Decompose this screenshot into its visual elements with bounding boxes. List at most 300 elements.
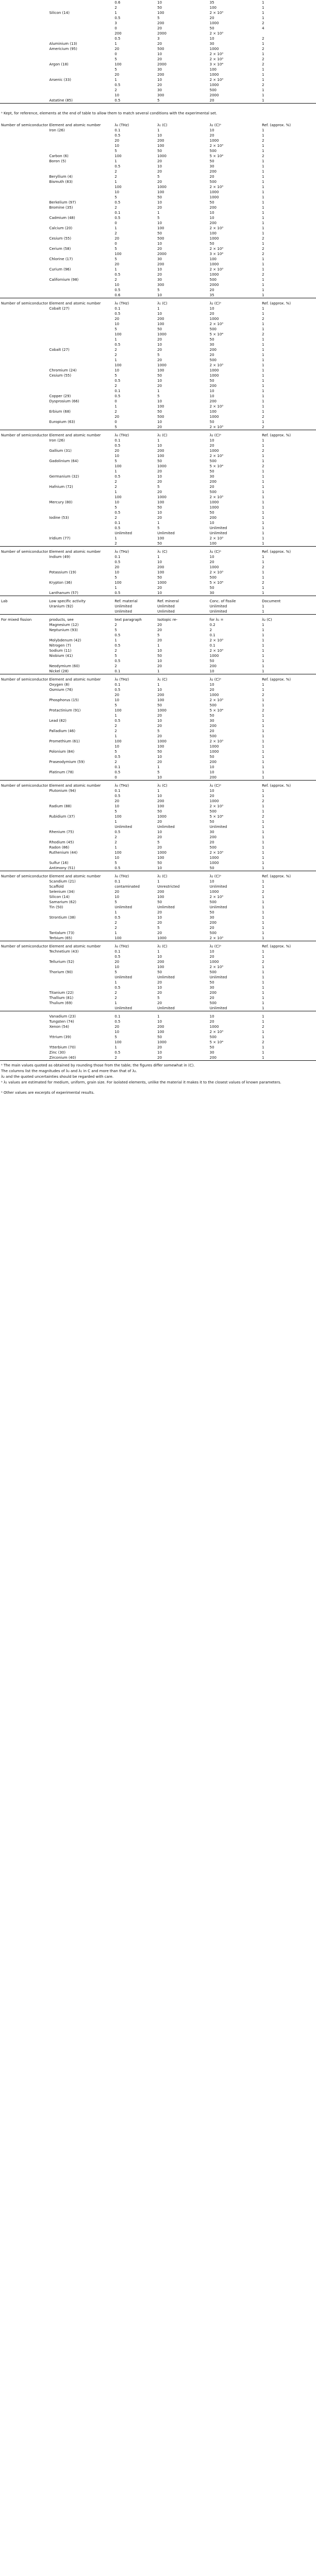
table-cell: 0.1 <box>114 521 121 525</box>
table-cell: 20 <box>157 628 162 632</box>
table-cell: 50 <box>209 159 214 163</box>
table-cell <box>0 221 48 226</box>
table-cell <box>0 378 48 383</box>
table-row <box>0 347 316 352</box>
table-cell <box>48 221 113 226</box>
table-cell <box>48 713 113 718</box>
table-cell <box>0 775 48 780</box>
table-cell: Unlimited <box>114 1006 132 1010</box>
table-cell: 1000 <box>209 415 219 419</box>
table-cell: Number of semiconductor <box>1 874 48 878</box>
table-cell: 100 <box>157 965 164 969</box>
table-cell <box>0 98 48 103</box>
table-cell: 50 <box>157 505 162 510</box>
table-cell <box>0 272 48 277</box>
table-cell: 50 <box>157 410 162 414</box>
table-cell: 10 <box>114 1030 120 1034</box>
table-row <box>0 554 316 560</box>
table-cell: 100 <box>157 1030 164 1034</box>
table-row <box>0 638 316 643</box>
table-cell: 1000 <box>157 332 167 336</box>
table-cell: 1 <box>262 288 264 292</box>
table-cell: Number of semiconductor <box>1 944 48 948</box>
table-cell: 5 <box>157 175 160 179</box>
table-cell: 20 <box>157 425 162 429</box>
table-cell: 20 <box>209 353 214 357</box>
table-cell: 20 <box>114 415 120 419</box>
table-cell: 0.5 <box>114 394 121 398</box>
table-cell: 100 <box>157 322 164 326</box>
table-row <box>0 133 316 138</box>
data-table <box>0 944 316 1011</box>
table-cell <box>0 936 48 941</box>
table-cell: 50 <box>157 6 162 10</box>
table-cell <box>0 311 48 316</box>
table-cell: 20 <box>114 890 120 894</box>
table-cell: 50 <box>157 374 162 378</box>
table-cell: Titanium (22) <box>49 991 74 995</box>
table-cell: 500 <box>209 358 217 362</box>
table-cell <box>0 484 48 489</box>
table-cell: 1 <box>114 267 117 272</box>
table-cell: 1 <box>114 337 117 342</box>
table-row <box>0 215 316 221</box>
table-cell <box>48 327 113 332</box>
table-cell <box>0 72 48 77</box>
table-cell: 100 <box>157 698 164 702</box>
table-row <box>0 352 316 358</box>
table-cell: 20 <box>157 921 162 925</box>
table-cell: 50 <box>157 541 162 546</box>
table-cell: 1000 <box>209 374 219 378</box>
table-row <box>0 759 316 765</box>
table-cell <box>0 829 48 835</box>
table-cell <box>48 67 113 72</box>
table-cell: 5 <box>157 633 160 637</box>
table-row <box>0 819 316 824</box>
table-cell: 1 <box>262 343 264 347</box>
table-cell <box>0 306 48 311</box>
table-cell <box>0 267 48 272</box>
table-cell <box>48 251 113 257</box>
table-cell: 5 <box>114 57 117 61</box>
table-cell: Ref. (approx. %) <box>262 433 291 437</box>
table-cell: 200 <box>157 317 164 321</box>
table-cell: Scandium (21) <box>49 879 76 884</box>
table-cell <box>0 648 48 653</box>
table-cell: 200 <box>209 760 217 764</box>
table-cell: 1 <box>262 73 264 77</box>
table-cell: 20 <box>157 760 162 764</box>
table-cell: Unlimited <box>157 609 175 614</box>
table-cell: 100 <box>157 226 164 230</box>
table-cell <box>0 894 48 900</box>
table-cell: 1000 <box>157 185 167 189</box>
table-cell: 10 <box>157 293 162 297</box>
table-row <box>0 123 316 128</box>
table-cell: Carbon (6) <box>49 154 69 158</box>
table-cell: 1 <box>262 231 264 235</box>
table-cell: 1 <box>262 536 264 540</box>
table-cell: 35 <box>209 1 214 5</box>
table-cell <box>0 964 48 970</box>
table-cell: 1 <box>262 724 264 728</box>
table-cell: 50 <box>157 1035 162 1039</box>
table-cell <box>0 88 48 93</box>
table-cell <box>0 257 48 262</box>
table-cell: Americium (95) <box>49 47 77 51</box>
table-cell: 2 <box>262 890 264 894</box>
table-cell: Gallium (31) <box>49 449 72 453</box>
table-cell: 20 <box>114 693 120 697</box>
table-cell: 20 <box>209 133 214 138</box>
table-row <box>0 226 316 231</box>
table-cell <box>0 765 48 770</box>
table-cell: 50 <box>209 659 214 663</box>
table-cell: 1 <box>114 714 117 718</box>
table-cell: λ₁ (C) <box>157 874 168 878</box>
table-cell: 100 <box>209 231 217 235</box>
table-cell: 1000 <box>209 654 219 658</box>
table-cell: 1 <box>114 638 117 642</box>
table-cell <box>0 1055 48 1060</box>
table-cell <box>0 52 48 57</box>
table-cell: 1000 <box>209 861 219 865</box>
table-band <box>0 599 316 615</box>
table-cell: Element and atomic number <box>49 784 101 788</box>
table-cell <box>0 682 48 687</box>
table-cell: 10 <box>114 698 120 702</box>
table-row <box>0 664 316 669</box>
table-cell: Cadmium (48) <box>49 216 75 220</box>
table-row <box>0 221 316 226</box>
table-cell: 100 <box>114 252 122 256</box>
table-cell: 5 <box>114 149 117 153</box>
table-row <box>0 0 316 5</box>
table-cell: 1 <box>262 495 264 499</box>
table-cell: 5 <box>114 900 117 904</box>
table-cell: 2 <box>114 649 117 653</box>
table-cell: 10 <box>157 511 162 515</box>
data-table <box>0 433 316 546</box>
table-cell: 1 <box>262 835 264 839</box>
table-cell <box>0 770 48 775</box>
table-cell: 50 <box>209 820 214 824</box>
table-cell: 1000 <box>209 449 219 453</box>
table-band <box>0 617 316 674</box>
table-cell: 100 <box>114 495 122 499</box>
table-cell: 20 <box>157 480 162 484</box>
table-cell: Magnesium (12) <box>49 623 79 627</box>
data-table <box>0 0 316 103</box>
table-cell <box>0 804 48 809</box>
table-cell: 50 <box>209 420 214 424</box>
table-cell <box>0 889 48 894</box>
table-row <box>0 905 316 910</box>
table-row <box>0 739 316 744</box>
table-cell: 1 <box>157 521 160 525</box>
table-cell <box>48 495 113 500</box>
table-cell: 10 <box>209 128 214 132</box>
table-cell <box>0 590 48 596</box>
table-cell: 100 <box>209 410 217 414</box>
table-cell: 1000 <box>157 708 167 713</box>
table-cell: 2 <box>262 1025 264 1029</box>
table-row <box>0 321 316 327</box>
table-row <box>0 148 316 154</box>
table-row <box>0 443 316 448</box>
table-band <box>0 1014 316 1061</box>
table-cell <box>0 358 48 363</box>
table-cell: 1000 <box>209 273 219 277</box>
table-cell: Palladium (46) <box>49 729 76 733</box>
table-row <box>0 617 316 622</box>
table-row <box>0 15 316 21</box>
table-cell: Molybdenum (42) <box>49 638 81 642</box>
table-cell: 10 <box>209 37 214 41</box>
table-row <box>0 829 316 835</box>
table-cell: 0.5 <box>114 526 121 530</box>
table-cell: 1 <box>262 926 264 930</box>
table-cell: 10 <box>114 895 120 899</box>
table-cell: 2000 <box>209 93 219 97</box>
table-cell <box>48 287 113 293</box>
table-row <box>0 915 316 920</box>
table-cell: 20 <box>114 139 120 143</box>
table-cell: 200 <box>209 384 217 388</box>
table-cell: 0.5 <box>114 273 121 277</box>
table-cell: 1 <box>262 825 264 829</box>
table-cell: 1 <box>262 216 264 220</box>
table-cell: Document <box>262 599 281 603</box>
table-cell: 20 <box>157 638 162 642</box>
table-cell: 2 <box>262 57 264 61</box>
table-row <box>0 975 316 980</box>
table-cell: 1 <box>262 734 264 738</box>
table-cell <box>0 215 48 221</box>
table-cell: 50 <box>157 459 162 463</box>
table-cell <box>0 414 48 419</box>
table-cell: 5 <box>157 526 160 530</box>
table-cell: Californium (98) <box>49 278 79 282</box>
table-cell: 10 <box>114 454 120 458</box>
table-cell <box>48 262 113 267</box>
table-row <box>0 814 316 819</box>
table-cell: 5 <box>114 327 117 331</box>
table-cell <box>0 316 48 321</box>
table-cell: 1 <box>262 374 264 378</box>
table-cell: Cobalt (27) <box>49 348 70 352</box>
table-cell: 20 <box>157 664 162 668</box>
table-cell: 50 <box>209 980 214 985</box>
table-cell: 1 <box>262 322 264 326</box>
table-cell: 20 <box>157 180 162 184</box>
table-cell <box>48 1040 113 1045</box>
table-cell: 20 <box>157 159 162 163</box>
table-cell: 2 × 10³ <box>209 267 224 272</box>
table-cell: 1 <box>262 760 264 764</box>
table-cell: 2 <box>114 88 117 92</box>
table-cell <box>48 210 113 215</box>
table-cell: 1000 <box>209 21 219 25</box>
table-cell <box>0 169 48 174</box>
table-cell <box>48 765 113 770</box>
table-cell: 50 <box>157 900 162 904</box>
table-cell: 20 <box>157 469 162 473</box>
table-cell <box>0 495 48 500</box>
table-cell: 2 × 10³ <box>209 936 224 940</box>
table-cell <box>0 1006 48 1011</box>
table-row <box>0 272 316 277</box>
table-cell <box>48 282 113 287</box>
table-cell <box>0 749 48 754</box>
table-footnote: ᵃ Other values are excerpts of experimental results. <box>1 1091 95 1095</box>
table-cell: Krypton (36) <box>49 581 72 585</box>
table-cell: 5 <box>157 996 160 1000</box>
table-row <box>0 267 316 272</box>
table-cell: Element and atomic number <box>49 433 101 437</box>
table-cell: 20 <box>114 236 120 241</box>
table-cell: 20 <box>209 175 214 179</box>
table-cell <box>0 505 48 510</box>
table-cell: 1000 <box>209 565 219 569</box>
table-cell: Osmium (76) <box>49 688 73 692</box>
table-cell: 100 <box>114 62 122 66</box>
table-row <box>0 459 316 464</box>
table-cell: 10 <box>157 955 162 959</box>
table-cell: 20 <box>157 714 162 718</box>
table-cell: 30 <box>209 42 214 46</box>
table-cell: Germanium (32) <box>49 474 79 479</box>
table-band <box>0 123 316 298</box>
table-cell: 10 <box>157 52 162 56</box>
table-cell: Unlimited <box>209 825 227 829</box>
table-cell: λ₂ (C)ᵃ <box>209 784 221 788</box>
table-cell: 0.5 <box>114 659 121 663</box>
table-cell: 2 × 10³ <box>209 404 224 409</box>
table-cell: 2 × 10³ <box>209 536 224 540</box>
table-cell <box>48 910 113 915</box>
table-cell: 2000 <box>209 283 219 287</box>
table-cell: Scaffold <box>49 885 64 889</box>
table-cell: Iodine (53) <box>49 516 69 520</box>
table-cell <box>0 734 48 739</box>
table-cell: 1 <box>262 144 264 148</box>
table-cell: 200 <box>157 693 164 697</box>
table-cell: 1 <box>262 420 264 424</box>
table-cell: 500 <box>209 703 217 707</box>
table-cell <box>0 419 48 425</box>
table-cell: 1 <box>262 755 264 759</box>
table-cell <box>0 93 48 98</box>
table-cell: 50 <box>209 337 214 342</box>
table-row <box>0 866 316 871</box>
table-cell: 0.5 <box>114 955 121 959</box>
table-cell <box>0 840 48 845</box>
table-row <box>0 368 316 373</box>
table-cell <box>48 575 113 580</box>
table-row <box>0 799 316 804</box>
table-row <box>0 489 316 495</box>
table-cell <box>48 88 113 93</box>
table-cell: 1 <box>262 921 264 925</box>
table-cell: 1 <box>114 159 117 163</box>
table-cell: 2 <box>114 724 117 728</box>
table-row <box>0 399 316 404</box>
table-cell <box>0 809 48 814</box>
table-row <box>0 900 316 905</box>
table-cell: Unlimited <box>157 825 175 829</box>
table-cell: 20 <box>157 26 162 30</box>
table-cell: 1000 <box>209 195 219 199</box>
table-cell: 500 <box>209 327 217 331</box>
table-cell <box>0 819 48 824</box>
table-cell: 10 <box>209 307 214 311</box>
table-cell: 10 <box>209 389 214 393</box>
table-cell: 500 <box>157 236 164 241</box>
table-cell: 1 <box>262 770 264 774</box>
table-footnote: λ₂ and the quoted uncertainties should be regarded with care. <box>1 1075 114 1079</box>
table-row <box>0 954 316 959</box>
table-cell <box>48 148 113 154</box>
table-cell: 0.1 <box>114 879 121 884</box>
table-cell: 2 <box>114 353 117 357</box>
table-cell <box>0 788 48 793</box>
table-cell: 1 <box>262 170 264 174</box>
table-row <box>0 419 316 425</box>
table-cell: 1 <box>114 42 117 46</box>
table-cell: 10 <box>157 794 162 798</box>
table-cell: 500 <box>209 970 217 974</box>
table-cell <box>0 148 48 154</box>
table-cell: Ref. mineral <box>157 599 179 603</box>
table-cell: 200 <box>157 890 164 894</box>
table-cell: 2 <box>114 175 117 179</box>
table-cell <box>0 210 48 215</box>
table-cell <box>0 1050 48 1055</box>
table-cell: 100 <box>114 363 122 367</box>
table-cell <box>0 850 48 855</box>
table-cell: Number of semiconductor <box>1 784 48 788</box>
table-cell: 0.1 <box>114 307 121 311</box>
table-cell: 20 <box>157 623 162 627</box>
table-row <box>0 669 316 674</box>
table-cell: 500 <box>209 88 217 92</box>
table-cell <box>48 93 113 98</box>
table-cell: 1000 <box>157 936 167 940</box>
table-cell: Mercury (80) <box>49 500 73 504</box>
table-cell: 10 <box>209 394 214 398</box>
table-cell <box>0 664 48 669</box>
table-cell: 1 <box>262 560 264 564</box>
table-cell: 50 <box>209 242 214 246</box>
table-cell: 5 <box>114 67 117 72</box>
table-cell: Praseodymium (59) <box>49 760 85 764</box>
table-row <box>0 93 316 98</box>
table-cell <box>48 138 113 143</box>
table-cell: 100 <box>114 332 122 336</box>
table-row <box>0 31 316 36</box>
table-cell: 1 <box>157 789 160 793</box>
table-cell: 0.5 <box>114 688 121 692</box>
table-cell: 10 <box>157 775 162 779</box>
table-row <box>0 734 316 739</box>
table-cell: 1 <box>262 6 264 10</box>
table-cell: 1 <box>262 93 264 97</box>
table-cell <box>48 633 113 638</box>
table-cell: 500 <box>209 490 217 494</box>
table-row <box>0 949 316 954</box>
